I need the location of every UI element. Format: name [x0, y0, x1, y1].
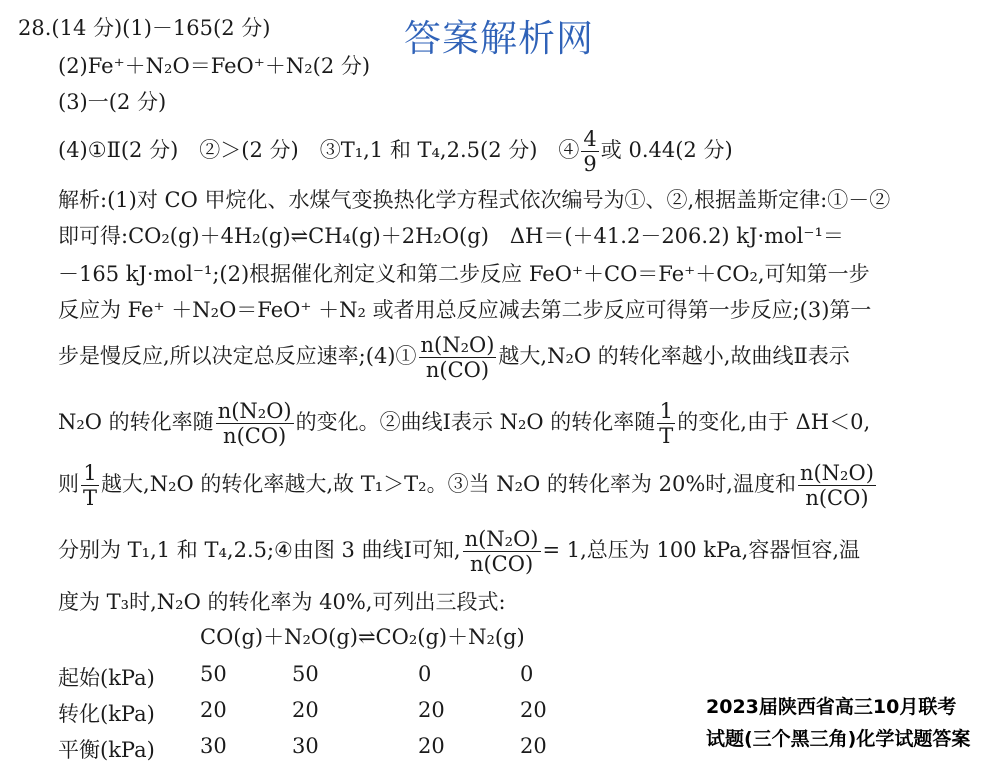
table-cell: 30 — [292, 734, 319, 758]
fraction-4-9: $\frac{4}{9}$ — [583, 127, 597, 177]
table-cell: 50 — [200, 662, 227, 686]
table-cell: 0 — [418, 662, 432, 686]
explanation-line-1: 解析:(1)对 CO 甲烷化、水煤气变换热化学方程式依次编号为①、②,根据盖斯定律:①－② — [58, 188, 891, 212]
explanation-line-2: 即可得:CO₂(g)＋4H₂(g)⇌CH₄(g)＋2H₂O(g) ΔH＝(＋41.2－206.2) kJ·mol⁻¹＝ — [58, 224, 844, 248]
table-cell: 20 — [520, 734, 547, 758]
table-cell: 20 — [520, 698, 547, 722]
table-cell: 0 — [520, 662, 534, 686]
table-cell: 30 — [200, 734, 227, 758]
table-cell: 50 — [292, 662, 319, 686]
answer-4-text: (4)①Ⅱ(2 分) ②＞(2 分) ③T₁,1 和 T₄,2.5(2 分) ④ — [58, 138, 580, 163]
table-cell: 20 — [418, 734, 445, 758]
answer-4 — [58, 128, 733, 175]
answer-2: (2)Fe⁺＋N₂O＝FeO⁺＋N₂(2 分) — [58, 54, 371, 78]
row-label: 转化(kPa) — [58, 702, 155, 726]
explanation-line-7: 则 $\frac{1}{T}$ 越大,N₂O 的转化率越大,故 T₁＞T₂。③当 N₂O 的转化率为 20%时,温度和 $\frac{\text{n(N₂O)}}{n(CO)}$ — [58, 461, 874, 511]
ratio-fraction: $\frac{\text{n(N₂O)}}{n(CO)}$ — [217, 399, 292, 449]
explanation-line-4: 反应为 Fe⁺ ＋N₂O＝FeO⁺ ＋N₂ 或者用总反应减去第二步反应可得第一步反应;(3)第一 — [58, 298, 872, 322]
ratio-fraction: $\frac{\text{n(N₂O)}}{n(CO)}$ — [464, 527, 539, 577]
reaction-equation: CO(g)＋N₂O(g)⇌CO₂(g)＋N₂(g) — [200, 625, 525, 649]
explanation-line-8: 分别为 T₁,1 和 T₄,2.5;④由图 3 曲线Ⅰ可知, $\frac{\text{n(N₂O)}}{n(CO)}$ = 1,总压为 100 kPa,容器恒容,温 — [58, 527, 861, 577]
explanation-line-5: 步是慢反应,所以决定总反应速率;(4)① $\frac{\text{n(N₂O)}}{n(CO)}$ 越大,N₂O 的转化率越小,故曲线Ⅱ表示 — [58, 333, 850, 383]
table-cell: 20 — [418, 698, 445, 722]
question-header: 28.(14 分)(1)－165(2 分) — [18, 16, 271, 40]
explanation-line-9: 度为 T₃时,N₂O 的转化率为 40%,可列出三段式: — [58, 590, 506, 614]
answer-3: (3)一(2 分) — [58, 90, 167, 114]
ratio-fraction: $\frac{\text{n(N₂O)}}{n(CO)}$ — [420, 333, 495, 383]
row-label: 平衡(kPa) — [58, 738, 155, 762]
inverse-t-fraction: $\frac{1}{T}$ — [83, 461, 98, 511]
table-cell: 20 — [200, 698, 227, 722]
watermark: 答案解析网 — [404, 17, 594, 60]
ratio-fraction: $\frac{\text{n(N₂O)}}{n(CO)}$ — [799, 461, 874, 511]
source-badge-line-1: 2023届陕西省高三10月联考 — [706, 696, 957, 718]
row-label: 起始(kPa) — [58, 666, 155, 690]
table-cell: 20 — [292, 698, 319, 722]
source-badge-line-2: 试题(三个黑三角)化学试题答案 — [706, 728, 971, 750]
inverse-t-fraction: $\frac{1}{T}$ — [659, 399, 674, 449]
explanation-line-6: N₂O 的转化率随 $\frac{\text{n(N₂O)}}{n(CO)}$ 的变化。②曲线Ⅰ表示 N₂O 的转化率随 $\frac{1}{T}$ 的变化,由于 ΔH＜0, — [58, 399, 871, 449]
explanation-line-3: －165 kJ·mol⁻¹;(2)根据催化剂定义和第二步反应 FeO⁺＋CO＝Fe⁺＋CO₂,可知第一步 — [58, 262, 870, 286]
answer-4-tail: 或 0.44(2 分) — [600, 138, 733, 163]
